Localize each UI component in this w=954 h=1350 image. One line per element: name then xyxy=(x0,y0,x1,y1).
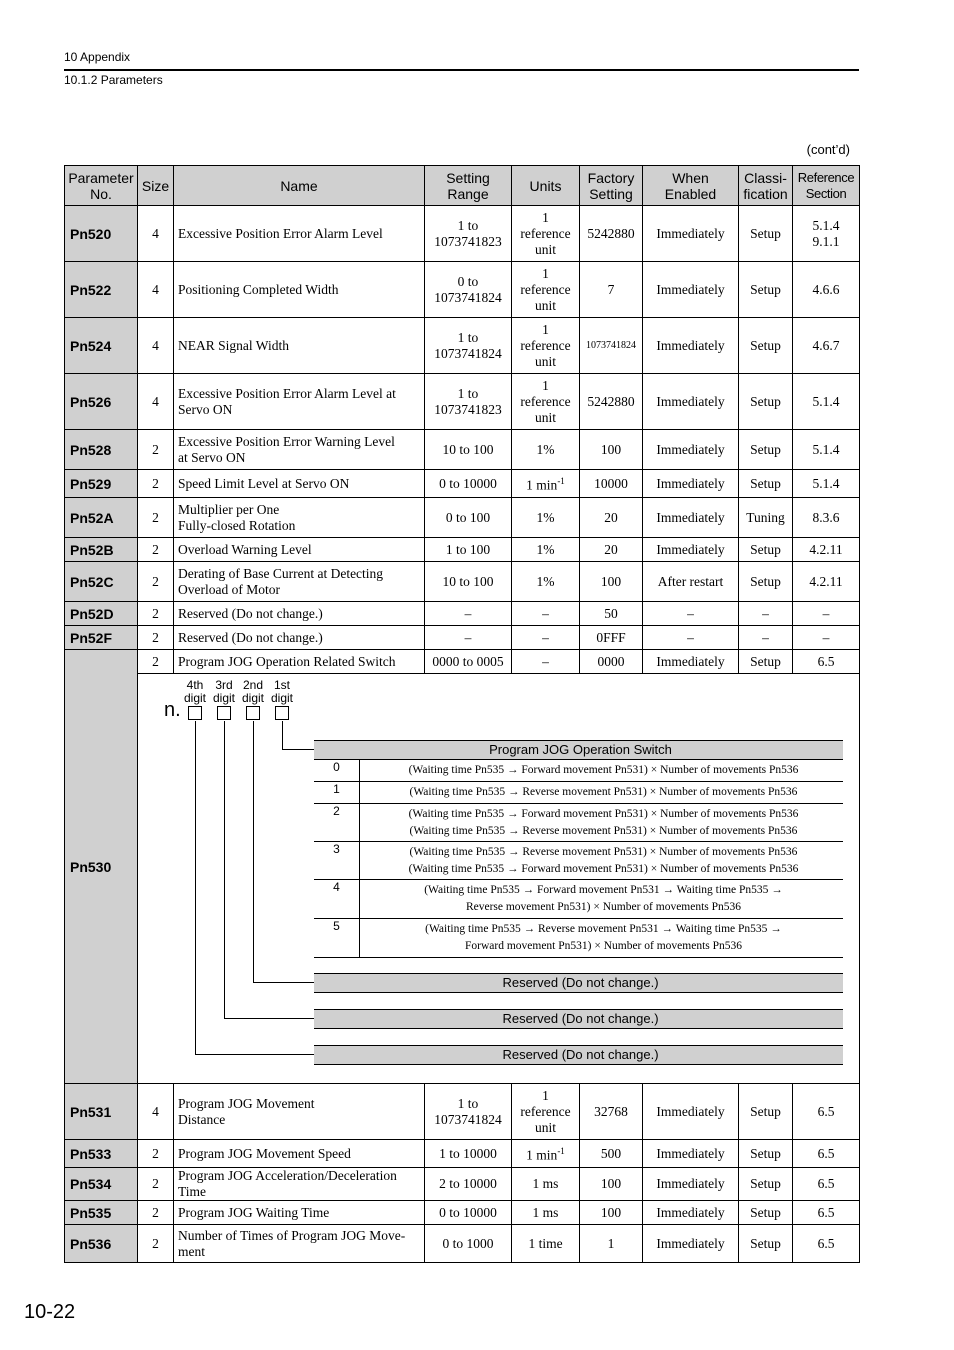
param-size: 2 xyxy=(138,1168,174,1201)
param-setting-range: 0000 to 0005 xyxy=(425,650,512,674)
param-units: 1% xyxy=(512,430,580,470)
param-reference-section: 5.1.4 9.1.1 xyxy=(793,206,860,262)
param-number: Pn526 xyxy=(65,374,138,430)
prefix-label: n. xyxy=(164,699,181,721)
param-reference-section: 6.5 xyxy=(793,1168,860,1201)
param-reference-section: 6.5 xyxy=(793,1140,860,1168)
table-row xyxy=(65,650,860,674)
option-value: 4 xyxy=(333,880,340,894)
connector-line xyxy=(224,1018,314,1019)
digit-label-1st: 1st digit xyxy=(270,678,293,705)
param-size: 4 xyxy=(138,206,174,262)
param-units: 1 $\min^{-1}$ xyxy=(512,1140,580,1168)
param-when-enabled: – xyxy=(643,626,739,650)
param-size: 2 xyxy=(138,538,174,562)
parameter-table xyxy=(64,165,860,1263)
header-units: Units xyxy=(512,166,580,206)
param-when-enabled: Immediately xyxy=(643,1084,739,1140)
param-setting-range: 1 to 1073741824 xyxy=(425,318,512,374)
table-header-row xyxy=(65,166,860,206)
param-reference-section: 8.3.6 xyxy=(793,498,860,538)
param-factory-setting: 0000 xyxy=(580,650,643,674)
param-name: Multiplier per One Fully-closed Rotation xyxy=(174,498,425,538)
param-setting-range: 1 to 1073741823 xyxy=(425,206,512,262)
param-setting-range: 0 to 10000 xyxy=(425,1201,512,1225)
option-value: 0 xyxy=(333,760,340,774)
table-row xyxy=(65,470,860,498)
param-name: Number of Times of Program JOG Move- ment xyxy=(174,1225,425,1263)
param-number: Pn522 xyxy=(65,262,138,318)
param-setting-range: 2 to 10000 xyxy=(425,1168,512,1201)
param-classification: Setup xyxy=(739,1084,793,1140)
param-units: 1 ms xyxy=(512,1201,580,1225)
digit1-title: Program JOG Operation Switch xyxy=(314,740,843,760)
param-when-enabled: Immediately xyxy=(643,1201,739,1225)
option-value: 1 xyxy=(333,782,340,796)
connector-line xyxy=(195,721,196,1054)
page-number: 10-22 xyxy=(24,1301,76,1323)
option-row xyxy=(314,760,843,782)
param-name: Program JOG Movement Distance xyxy=(174,1084,425,1140)
header-when-enabled: When Enabled xyxy=(643,166,739,206)
param-classification: Setup xyxy=(739,1168,793,1201)
param-when-enabled: Immediately xyxy=(643,206,739,262)
header-reference-section: Reference Section xyxy=(793,166,860,206)
param-size: 4 xyxy=(138,262,174,318)
param-units: 1% xyxy=(512,498,580,538)
option-row xyxy=(314,782,843,804)
param-when-enabled: Immediately xyxy=(643,374,739,430)
param-number: Pn52D xyxy=(65,602,138,626)
param-number: Pn534 xyxy=(65,1168,138,1201)
param-size: 2 xyxy=(138,562,174,602)
header-classification: Classi- fication xyxy=(739,166,793,206)
param-size: 4 xyxy=(138,318,174,374)
param-reference-section: 6.5 xyxy=(793,1225,860,1263)
digit-diagram-canvas xyxy=(138,674,859,1083)
table-row xyxy=(65,318,860,374)
header-param-no: Parameter No. xyxy=(65,166,138,206)
param-setting-range: 1 to 10000 xyxy=(425,1140,512,1168)
option-description: (Waiting time Pn535 → Reverse movement Pn531) × Number of movements Pn536 xyxy=(359,782,843,803)
header-setting-range: Setting Range xyxy=(425,166,512,206)
param-name: Overload Warning Level xyxy=(174,538,425,562)
param-number: Pn52A xyxy=(65,498,138,538)
param-when-enabled: Immediately xyxy=(643,498,739,538)
param-number: Pn530 xyxy=(65,650,138,1084)
option-row xyxy=(314,804,843,842)
param-units: – xyxy=(512,650,580,674)
option-description: (Waiting time Pn535 → Reverse movement Pn531 → Waiting time Pn535 → Forward movement Pn531) × Number of movements Pn536 xyxy=(359,919,843,957)
param-when-enabled: Immediately xyxy=(643,1168,739,1201)
param-name: Reserved (Do not change.) xyxy=(174,626,425,650)
param-when-enabled: Immediately xyxy=(643,318,739,374)
param-name: Positioning Completed Width xyxy=(174,262,425,318)
option-row xyxy=(314,842,843,880)
connector-line xyxy=(282,749,314,750)
param-units: 1 reference unit xyxy=(512,206,580,262)
param-reference-section: 6.5 xyxy=(793,1084,860,1140)
param-factory-setting: 0FFF xyxy=(580,626,643,650)
param-units: – xyxy=(512,602,580,626)
param-name: Program JOG Movement Speed xyxy=(174,1140,425,1168)
param-units: 1 reference unit xyxy=(512,1084,580,1140)
param-size: 2 xyxy=(138,650,174,674)
param-setting-range: 10 to 100 xyxy=(425,562,512,602)
param-classification: – xyxy=(739,626,793,650)
param-classification: Setup xyxy=(739,1201,793,1225)
param-reference-section: 4.6.7 xyxy=(793,318,860,374)
param-when-enabled: Immediately xyxy=(643,538,739,562)
option-value: 2 xyxy=(333,804,340,818)
param-reference-section: – xyxy=(793,626,860,650)
param-classification: Setup xyxy=(739,1225,793,1263)
param-number: Pn52F xyxy=(65,626,138,650)
param-name: Excessive Position Error Warning Level at Servo ON xyxy=(174,430,425,470)
param-size: 2 xyxy=(138,498,174,538)
param-setting-range: 1 to 100 xyxy=(425,538,512,562)
param-units: 1% xyxy=(512,538,580,562)
table-row xyxy=(65,430,860,470)
param-size: 4 xyxy=(138,374,174,430)
connector-line xyxy=(224,721,225,1018)
connector-line xyxy=(253,721,254,982)
param-reference-section: 6.5 xyxy=(793,1201,860,1225)
param-when-enabled: Immediately xyxy=(643,1140,739,1168)
param-size: 2 xyxy=(138,626,174,650)
table-row xyxy=(65,1084,860,1140)
param-name: Program JOG Waiting Time xyxy=(174,1201,425,1225)
param-factory-setting: 1073741824 xyxy=(580,318,643,374)
table-row xyxy=(65,562,860,602)
param-factory-setting: 100 xyxy=(580,1201,643,1225)
param-setting-range: 0 to 100 xyxy=(425,498,512,538)
param-number: Pn528 xyxy=(65,430,138,470)
param-number: Pn52C xyxy=(65,562,138,602)
param-units: 1 $\min^{-1}$ xyxy=(512,470,580,498)
param-classification: – xyxy=(739,602,793,626)
digit-label-3rd: 3rd digit xyxy=(212,678,235,705)
param-classification: Setup xyxy=(739,1140,793,1168)
param-classification: Setup xyxy=(739,318,793,374)
param-size: 2 xyxy=(138,470,174,498)
param-factory-setting: 100 xyxy=(580,1168,643,1201)
table-row xyxy=(65,206,860,262)
table-row xyxy=(65,602,860,626)
continued-label: (cont’d) xyxy=(806,142,850,157)
param-factory-setting: 20 xyxy=(580,538,643,562)
header-factory-setting: Factory Setting xyxy=(580,166,643,206)
param-units: 1 reference unit xyxy=(512,262,580,318)
param-reference-section: 5.1.4 xyxy=(793,470,860,498)
param-reference-section: 4.2.11 xyxy=(793,562,860,602)
param-setting-range: – xyxy=(425,626,512,650)
param-size: 2 xyxy=(138,1225,174,1263)
digit-label-2nd: 2nd digit xyxy=(241,678,264,705)
param-factory-setting: 32768 xyxy=(580,1084,643,1140)
param-size: 2 xyxy=(138,430,174,470)
option-description: (Waiting time Pn535 → Reverse movement Pn531) × Number of movements Pn536 (Waiting time Pn535 → Forward movement Pn531) × Number of movements Pn536 xyxy=(359,842,843,879)
param-reference-section: 4.6.6 xyxy=(793,262,860,318)
param-classification: Setup xyxy=(739,206,793,262)
connector-line xyxy=(195,1054,314,1055)
digit-box xyxy=(217,706,231,720)
param-units: 1% xyxy=(512,562,580,602)
param-factory-setting: 50 xyxy=(580,602,643,626)
param-number: Pn535 xyxy=(65,1201,138,1225)
table-row xyxy=(65,374,860,430)
param-factory-setting: 500 xyxy=(580,1140,643,1168)
param-setting-range: 0 to 1073741824 xyxy=(425,262,512,318)
option-row xyxy=(314,919,843,958)
table-row xyxy=(65,1225,860,1263)
param-name: NEAR Signal Width xyxy=(174,318,425,374)
param-setting-range: 10 to 100 xyxy=(425,430,512,470)
param-setting-range: 1 to 1073741824 xyxy=(425,1084,512,1140)
digit-box xyxy=(246,706,260,720)
param-name: Excessive Position Error Alarm Level at Servo ON xyxy=(174,374,425,430)
param-setting-range: – xyxy=(425,602,512,626)
param-when-enabled: After restart xyxy=(643,562,739,602)
param-reference-section: 6.5 xyxy=(793,650,860,674)
param-classification: Setup xyxy=(739,538,793,562)
param-units: 1 reference unit xyxy=(512,374,580,430)
param-name: Reserved (Do not change.) xyxy=(174,602,425,626)
section-header: 10.1.2 Parameters xyxy=(64,73,163,87)
option-value: 3 xyxy=(333,842,340,856)
header-name: Name xyxy=(174,166,425,206)
param-units: 1 reference unit xyxy=(512,318,580,374)
param-when-enabled: – xyxy=(643,602,739,626)
param-when-enabled: Immediately xyxy=(643,430,739,470)
table-row xyxy=(65,1168,860,1201)
header-size: Size xyxy=(138,166,174,206)
option-row xyxy=(314,880,843,919)
param-name: Program JOG Acceleration/Deceleration Time xyxy=(174,1168,425,1201)
param-factory-setting: 5242880 xyxy=(580,206,643,262)
param-factory-setting: 5242880 xyxy=(580,374,643,430)
param-size: 4 xyxy=(138,1084,174,1140)
param-units: 1 time xyxy=(512,1225,580,1263)
param-when-enabled: Immediately xyxy=(643,470,739,498)
param-classification: Setup xyxy=(739,430,793,470)
param-number: Pn52B xyxy=(65,538,138,562)
param-setting-range: 1 to 1073741823 xyxy=(425,374,512,430)
param-reference-section: – xyxy=(793,602,860,626)
param-name: Derating of Base Current at Detecting Overload of Motor xyxy=(174,562,425,602)
param-classification: Setup xyxy=(739,562,793,602)
param-factory-setting: 10000 xyxy=(580,470,643,498)
param-size: 2 xyxy=(138,602,174,626)
param-when-enabled: Immediately xyxy=(643,262,739,318)
pn530-detail-row xyxy=(65,674,860,1084)
param-classification: Tuning xyxy=(739,498,793,538)
param-size: 2 xyxy=(138,1201,174,1225)
param-classification: Setup xyxy=(739,374,793,430)
digit3-title: Reserved (Do not change.) xyxy=(314,1009,843,1029)
param-size: 2 xyxy=(138,1140,174,1168)
digit-box xyxy=(188,706,202,720)
param-number: Pn520 xyxy=(65,206,138,262)
param-when-enabled: Immediately xyxy=(643,650,739,674)
header-rule xyxy=(64,69,859,71)
param-name: Speed Limit Level at Servo ON xyxy=(174,470,425,498)
param-factory-setting: 7 xyxy=(580,262,643,318)
param-when-enabled: Immediately xyxy=(643,1225,739,1263)
param-setting-range: 0 to 1000 xyxy=(425,1225,512,1263)
param-units: – xyxy=(512,626,580,650)
param-number: Pn524 xyxy=(65,318,138,374)
digit-box xyxy=(275,706,289,720)
param-factory-setting: 100 xyxy=(580,430,643,470)
param-setting-range: 0 to 10000 xyxy=(425,470,512,498)
digit2-title: Reserved (Do not change.) xyxy=(314,973,843,993)
connector-line xyxy=(253,982,314,983)
param-factory-setting: 100 xyxy=(580,562,643,602)
digit-label-4th: 4th digit xyxy=(183,678,206,705)
param-classification: Setup xyxy=(739,650,793,674)
param-factory-setting: 20 xyxy=(580,498,643,538)
option-description: (Waiting time Pn535 → Forward movement Pn531 → Waiting time Pn535 → Reverse movement Pn531) × Number of movements Pn536 xyxy=(359,880,843,918)
param-reference-section: 4.2.11 xyxy=(793,538,860,562)
param-reference-section: 5.1.4 xyxy=(793,374,860,430)
param-units: 1 ms xyxy=(512,1168,580,1201)
param-name: Excessive Position Error Alarm Level xyxy=(174,206,425,262)
table-row xyxy=(65,1201,860,1225)
table-row xyxy=(65,262,860,318)
param-number: Pn529 xyxy=(65,470,138,498)
param-classification: Setup xyxy=(739,262,793,318)
connector-line xyxy=(282,721,283,749)
option-value: 5 xyxy=(333,919,340,933)
option-description: (Waiting time Pn535 → Forward movement Pn531) × Number of movements Pn536 xyxy=(359,760,843,781)
param-number: Pn536 xyxy=(65,1225,138,1263)
param-reference-section: 5.1.4 xyxy=(793,430,860,470)
digit4-title: Reserved (Do not change.) xyxy=(314,1045,843,1065)
table-row xyxy=(65,538,860,562)
param-number: Pn533 xyxy=(65,1140,138,1168)
table-row xyxy=(65,626,860,650)
table-row xyxy=(65,498,860,538)
table-row xyxy=(65,1140,860,1168)
param-name: Program JOG Operation Related Switch xyxy=(174,650,425,674)
param-factory-setting: 1 xyxy=(580,1225,643,1263)
pn530-digit-diagram xyxy=(138,674,860,1084)
chapter-header: 10 Appendix xyxy=(64,50,131,64)
param-classification: Setup xyxy=(739,470,793,498)
option-description: (Waiting time Pn535 → Forward movement Pn531) × Number of movements Pn536 (Waiting time Pn535 → Reverse movement Pn531) × Number of movements Pn536 xyxy=(359,804,843,841)
param-number: Pn531 xyxy=(65,1084,138,1140)
